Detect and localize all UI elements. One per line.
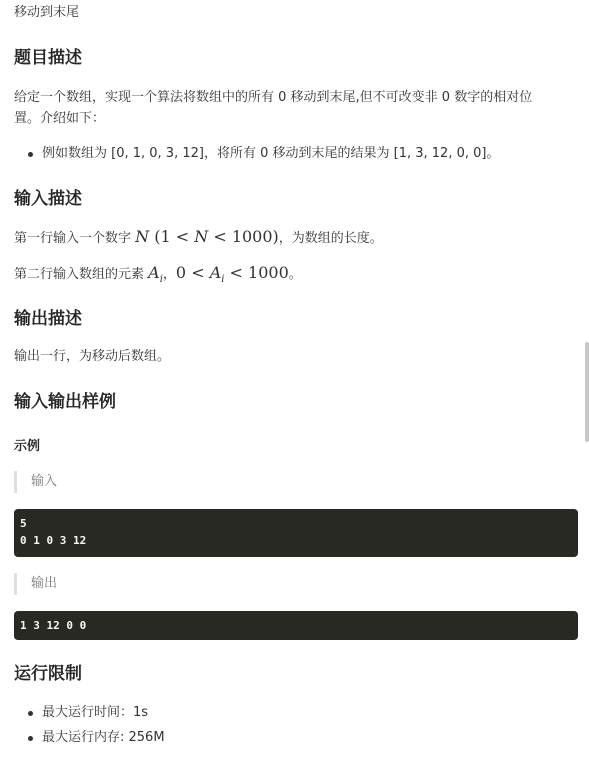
description-bullets: [14, 144, 499, 164]
problem-title: 移动到末尾: [14, 5, 80, 20]
limit-time: 最大运行时间：1s: [42, 705, 149, 720]
list-item: [14, 144, 499, 164]
scrollbar-thumb[interactable]: [585, 342, 589, 442]
description-example: 例如数组为 [0, 1, 0, 3, 12]，将所有 0 移动到末尾的结果为 [1, 3, 12, 0, 0]。: [42, 146, 500, 161]
sample-input-label: 输入: [14, 471, 91, 493]
list-item: [14, 703, 165, 723]
bullet-dot-icon: [28, 152, 33, 157]
input-line2-prefix: 第二行输入数组的元素: [14, 267, 149, 282]
input-line1-math: N (1 < N < 1000): [135, 227, 279, 246]
output-heading: 输出描述: [14, 309, 82, 329]
limits-heading: 运行限制: [14, 664, 82, 684]
list-item: [14, 728, 165, 748]
description-text-line2: 置。介绍如下：: [14, 111, 106, 126]
input-line2-math-a: $A_i$: [148, 263, 163, 286]
input-line1: [14, 226, 383, 249]
output-text: 输出一行，为移动后数组。: [14, 349, 171, 364]
description-text-line1: 给定一个数组，实现一个算法将数组中的所有 0 移动到末尾,但不可改变非 0 数字的相对位: [14, 90, 533, 105]
math-n2: N: [194, 227, 209, 246]
limits-list: [14, 703, 165, 748]
samples-heading: 输入输出样例: [14, 392, 116, 412]
input-line2-math-b: $0 < A_i < 1000$: [175, 263, 289, 286]
input-line2-sep: ，: [162, 267, 176, 282]
input-line2: [14, 262, 302, 290]
bullet-dot-icon: [28, 711, 33, 716]
sample-output-label: 输出: [14, 573, 91, 595]
bullet-dot-icon: [28, 736, 33, 741]
input-line1-suffix: ，为数组的长度。: [278, 231, 383, 246]
example-label: 示例: [14, 439, 41, 454]
input-heading: 输入描述: [14, 189, 82, 209]
input-line1-prefix: 第一行输入一个数字: [14, 231, 136, 246]
input-line2-suffix: 。: [288, 267, 302, 282]
description-heading: 题目描述: [14, 48, 82, 68]
sample-output-code[interactable]: 1 3 12 0 0: [14, 611, 578, 640]
math-n: N: [135, 227, 150, 246]
sample-input-code[interactable]: 5 0 1 0 3 12: [14, 509, 578, 557]
limit-memory: 最大运行内存: 256M: [42, 730, 165, 745]
